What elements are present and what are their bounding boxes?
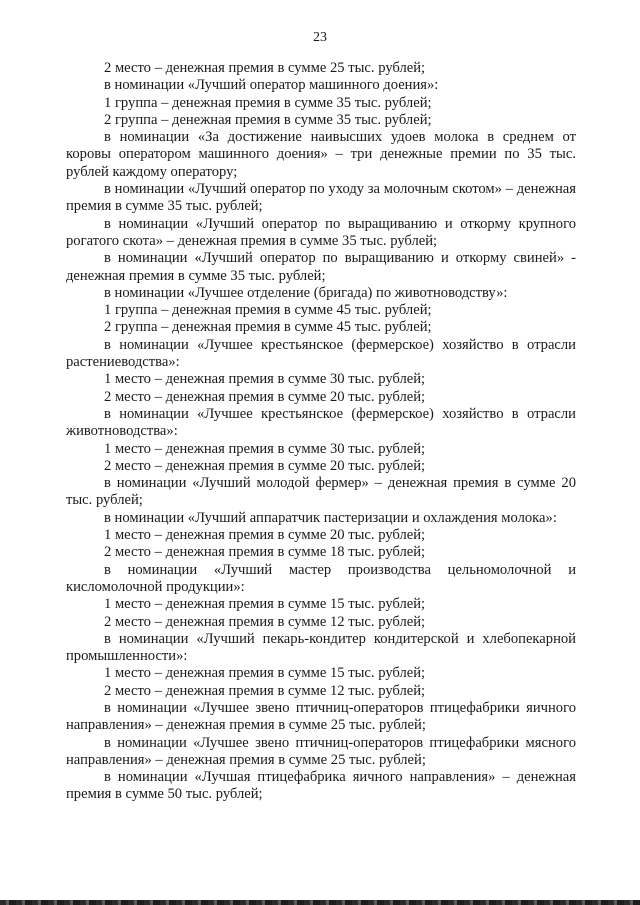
paragraph: 2 место – денежная премия в сумме 25 тыс. рублей; <box>104 60 426 76</box>
paragraph: 1 место – денежная премия в сумме 30 тыс. рублей; <box>104 371 426 388</box>
paragraph: 2 место – денежная премия в сумме 12 тыс. рублей; <box>104 682 426 699</box>
paragraph: в номинации «Лучшее крестьянское (фермерское) хозяйство в отрасли растениеводства»: <box>66 336 576 371</box>
paragraph: 1 место – денежная премия в сумме 30 тыс. рублей; <box>104 440 426 457</box>
paragraph: в номинации «Лучшее звено птичниц-операторов птицефабрики яичного направления» – денежная премия в сумме 25 тыс. рублей; <box>66 699 576 734</box>
paragraph: в номинации «Лучший молодой фермер» – денежная премия в сумме 20 тыс. рублей; <box>66 475 576 509</box>
paragraph: 1 место – денежная премия в сумме 20 тыс. рублей; <box>104 527 426 544</box>
paragraph: 2 место – денежная премия в сумме 18 тыс. рублей; <box>104 544 426 561</box>
document-body <box>66 60 576 804</box>
paragraph: в номинации «Лучшее звено птичниц-операторов птицефабрики мясного направления» – денежная премия в сумме 25 тыс. рублей; <box>66 734 576 768</box>
paragraph: 1 место – денежная премия в сумме 15 тыс. рублей; <box>104 596 426 613</box>
paragraph: 1 место – денежная премия в сумме 15 тыс. рублей; <box>104 665 426 682</box>
paragraph: в номинации «Лучшая птицефабрика яичного направления» – денежная премия в сумме 50 тыс. рублей; <box>66 769 576 803</box>
paragraph: в номинации «Лучшее отделение (бригада) по животноводству»: <box>104 284 508 301</box>
paragraph: в номинации «Лучший пекарь-кондитер кондитерской и хлебопекарной промышленности»: <box>66 630 576 665</box>
paragraph: в номинации «Лучший оператор машинного доения»: <box>104 77 439 94</box>
paragraph: в номинации «Лучший оператор по выращиванию и откорму свиней» - денежная премия в сумме 35 тыс. рублей; <box>66 250 576 284</box>
paragraph: в номинации «Лучший оператор по выращиванию и откорму крупного рогатого скота» – денежная премия в сумме 35 тыс. рублей; <box>66 215 576 249</box>
paragraph: 2 место – денежная премия в сумме 20 тыс. рублей; <box>104 457 426 474</box>
scan-edge-divider <box>0 900 640 905</box>
paragraph: в номинации «Лучший мастер производства цельномолочной и кисломолочной продукции»: <box>66 561 576 595</box>
paragraph: в номинации «За достижение наивысших удоев молока в среднем от коровы оператором машинного доения» – три денежные премии по 35 тыс. рублей каждому оператору; <box>66 129 576 180</box>
paragraph: 2 место – денежная премия в сумме 20 тыс. рублей; <box>104 388 426 405</box>
paragraph: 1 группа – денежная премия в сумме 35 тыс. рублей; <box>104 94 432 111</box>
paragraph: 1 группа – денежная премия в сумме 45 тыс. рублей; <box>104 302 432 319</box>
paragraph: в номинации «Лучший оператор по уходу за молочным скотом» – денежная премия в сумме 35 тыс. рублей; <box>66 181 576 215</box>
page-number: 23 <box>313 30 327 45</box>
paragraph: 2 группа – денежная премия в сумме 35 тыс. рублей; <box>104 111 432 128</box>
paragraph: в номинации «Лучший аппаратчик пастеризации и охлаждения молока»: <box>104 509 557 526</box>
paragraph: 2 место – денежная премия в сумме 12 тыс. рублей; <box>104 613 426 630</box>
paragraph: в номинации «Лучшее крестьянское (фермерское) хозяйство в отрасли животноводства»: <box>66 405 576 440</box>
paragraph: 2 группа – денежная премия в сумме 45 тыс. рублей; <box>104 319 432 336</box>
